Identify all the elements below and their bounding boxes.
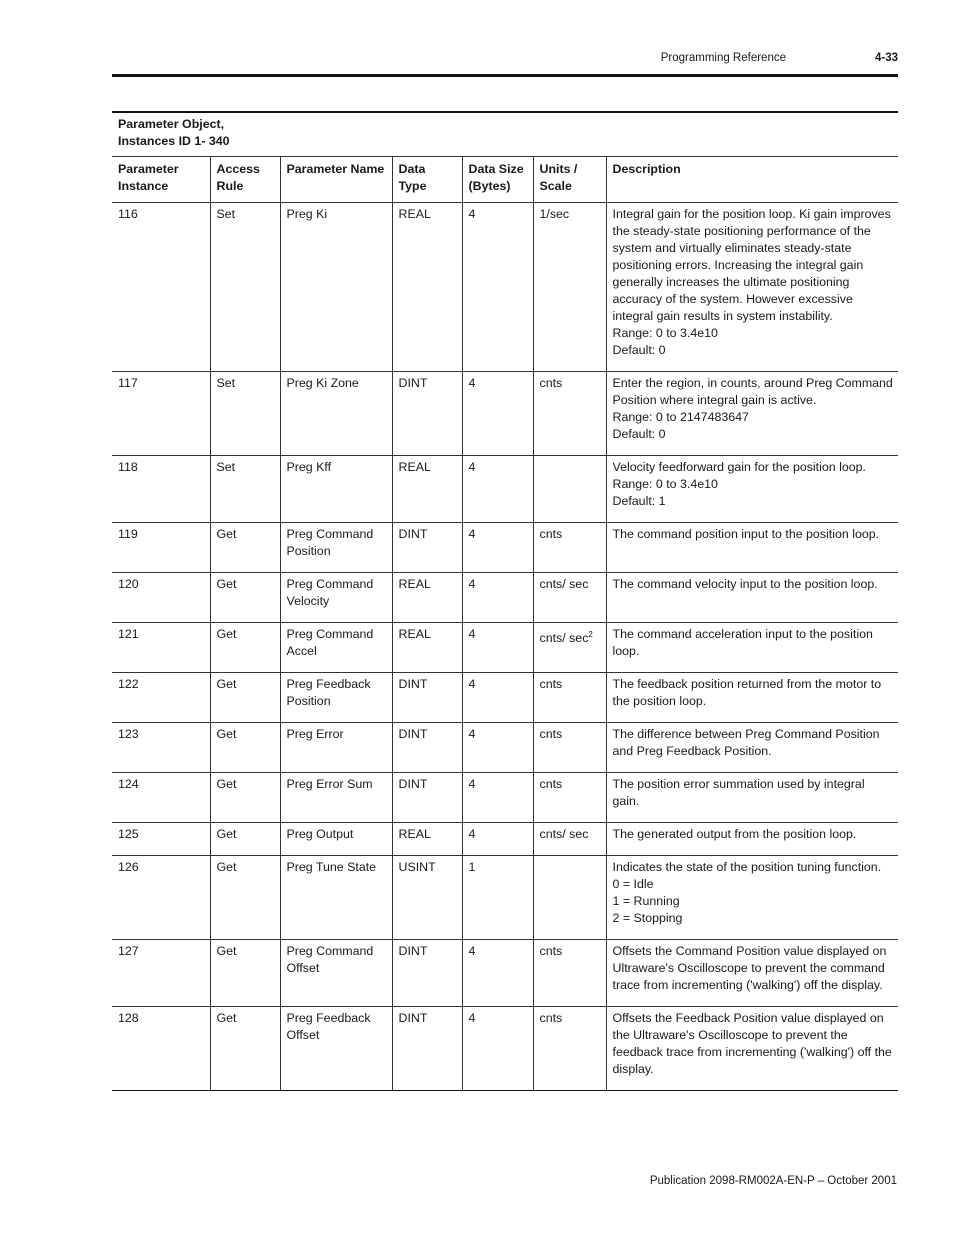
table-row [112, 623, 898, 673]
table-row [112, 1007, 898, 1091]
cell-name-text: Preg Error [286, 727, 344, 741]
cell-type-text: DINT [398, 727, 428, 741]
cell-name-text: Preg Output [286, 827, 354, 841]
cell-instance [112, 856, 210, 940]
cell-instance [112, 523, 210, 573]
description-line: Default: 1 [612, 494, 666, 508]
cell-access [210, 203, 280, 372]
cell-size-text: 4 [468, 827, 476, 841]
cell-units [533, 456, 606, 523]
cell-access-text: Get [216, 777, 237, 791]
description-line: Enter the region, in counts, around Preg Command Position where integral gain is active. [612, 376, 893, 407]
cell-units [533, 203, 606, 372]
cell-access [210, 573, 280, 623]
cell-name [280, 673, 392, 723]
table-caption-line1: Parameter Object, [118, 117, 225, 131]
cell-access-text: Get [216, 1011, 237, 1025]
cell-name [280, 1007, 392, 1091]
cell-type [392, 523, 462, 573]
cell-type [392, 723, 462, 773]
table-row [112, 523, 898, 573]
cell-access-text: Get [216, 727, 237, 741]
cell-units-text: cnts [539, 677, 563, 691]
cell-name [280, 523, 392, 573]
cell-instance-text: 120 [118, 577, 139, 591]
cell-units [533, 823, 606, 856]
cell-instance-text: 118 [118, 460, 138, 474]
cell-description [606, 823, 898, 856]
cell-units-text: cnts [539, 527, 563, 541]
cell-units-text: 1/sec [539, 207, 570, 221]
cell-name-text: Preg Tune State [286, 860, 377, 874]
column-header-name: Parameter Name [280, 157, 392, 203]
column-header-access: Access Rule [210, 157, 280, 203]
cell-access [210, 372, 280, 456]
cell-size [462, 623, 533, 673]
cell-units-text: cnts [539, 944, 563, 958]
table-row [112, 940, 898, 1007]
cell-size [462, 1007, 533, 1091]
cell-size [462, 372, 533, 456]
cell-description [606, 573, 898, 623]
description-line: The command velocity input to the position loop. [612, 577, 878, 591]
cell-access [210, 523, 280, 573]
cell-description [606, 673, 898, 723]
description-line: Integral gain for the position loop. Ki gain improves the steady-state positioning performance of the system and virtually eliminates steady-state positioning errors. Increasing the integral gain generally increases the ultimate positioning accuracy of the system. However excessive integral gain results in system instability. [612, 207, 891, 323]
cell-size [462, 456, 533, 523]
cell-access-text: Get [216, 627, 237, 641]
table-row [112, 673, 898, 723]
cell-size-text: 4 [468, 376, 476, 390]
cell-instance [112, 573, 210, 623]
cell-name-text: Preg Command Position [286, 527, 374, 558]
column-header-description: Description [606, 157, 898, 203]
cell-units [533, 940, 606, 1007]
cell-size-text: 4 [468, 1011, 476, 1025]
cell-type [392, 773, 462, 823]
description-line: Default: 0 [612, 343, 666, 357]
cell-units [533, 856, 606, 940]
cell-description [606, 623, 898, 673]
description-line: Offsets the Feedback Position value displayed on the Ultraware's Oscilloscope to prevent the feedback trace from incrementing ('walking') off the display. [612, 1011, 892, 1076]
description-line: Default: 0 [612, 427, 666, 441]
cell-instance-text: 127 [118, 944, 139, 958]
cell-description [606, 523, 898, 573]
cell-units-text: cnts [539, 1011, 563, 1025]
cell-size-text: 4 [468, 627, 476, 641]
cell-description [606, 856, 898, 940]
cell-size-text: 4 [468, 777, 476, 791]
cell-size [462, 673, 533, 723]
cell-units [533, 372, 606, 456]
cell-units-text: cnts/ sec [539, 577, 589, 591]
cell-access-text: Set [216, 207, 236, 221]
cell-instance [112, 940, 210, 1007]
cell-name-text: Preg Ki Zone [286, 376, 359, 390]
cell-access-text: Set [216, 376, 236, 390]
cell-description [606, 456, 898, 523]
cell-access-text: Get [216, 944, 237, 958]
description-line: Indicates the state of the position tuning function. [612, 860, 882, 874]
cell-type [392, 573, 462, 623]
cell-name-text: Preg Feedback Offset [286, 1011, 371, 1042]
cell-type-text: DINT [398, 944, 428, 958]
cell-size [462, 723, 533, 773]
cell-size-text: 4 [468, 577, 476, 591]
cell-description [606, 1007, 898, 1091]
cell-instance [112, 456, 210, 523]
cell-size-text: 4 [468, 727, 476, 741]
cell-type-text: DINT [398, 677, 428, 691]
cell-instance [112, 823, 210, 856]
description-line: Range: 0 to 3.4e10 [612, 477, 718, 491]
table-row [112, 372, 898, 456]
cell-type [392, 673, 462, 723]
page-number: 4-33 [874, 52, 898, 64]
cell-name-text: Preg Command Accel [286, 627, 374, 658]
cell-access-text: Get [216, 577, 237, 591]
cell-access [210, 723, 280, 773]
parameter-object-table [112, 111, 898, 1091]
cell-name [280, 573, 392, 623]
cell-units-text: cnts/ sec [539, 827, 589, 841]
cell-access [210, 856, 280, 940]
cell-instance [112, 372, 210, 456]
description-line: Range: 0 to 3.4e10 [612, 326, 718, 340]
cell-type-text: REAL [398, 460, 431, 474]
cell-type [392, 1007, 462, 1091]
description-line: Velocity feedforward gain for the position loop. [612, 460, 866, 474]
cell-name [280, 773, 392, 823]
cell-type [392, 203, 462, 372]
cell-size [462, 773, 533, 823]
cell-size-text: 4 [468, 944, 476, 958]
table-row [112, 773, 898, 823]
cell-units [533, 573, 606, 623]
cell-instance-text: 116 [118, 207, 138, 221]
cell-access [210, 623, 280, 673]
cell-instance [112, 203, 210, 372]
cell-type [392, 823, 462, 856]
cell-size [462, 856, 533, 940]
cell-name [280, 856, 392, 940]
cell-name-text: Preg Command Offset [286, 944, 374, 975]
cell-instance [112, 673, 210, 723]
cell-type-text: DINT [398, 777, 428, 791]
cell-name-text: Preg Ki [286, 207, 328, 221]
cell-access-text: Get [216, 677, 237, 691]
cell-access [210, 773, 280, 823]
cell-instance-text: 117 [118, 376, 138, 390]
publication-footer: Publication 2098-RM002A-EN-P – October 2001 [649, 1175, 897, 1187]
cell-size-text: 4 [468, 677, 476, 691]
description-line: 1 = Running [612, 894, 680, 908]
cell-size-text: 1 [468, 860, 476, 874]
cell-type [392, 623, 462, 673]
cell-type-text: DINT [398, 527, 428, 541]
cell-name [280, 203, 392, 372]
cell-description [606, 940, 898, 1007]
cell-instance-text: 125 [118, 827, 139, 841]
cell-size [462, 523, 533, 573]
cell-units [533, 773, 606, 823]
cell-name [280, 940, 392, 1007]
cell-type-text: DINT [398, 376, 428, 390]
cell-size [462, 203, 533, 372]
cell-access [210, 456, 280, 523]
cell-access-text: Get [216, 860, 237, 874]
cell-instance [112, 723, 210, 773]
cell-type [392, 456, 462, 523]
cell-access [210, 673, 280, 723]
cell-type [392, 856, 462, 940]
cell-instance [112, 623, 210, 673]
cell-access [210, 1007, 280, 1091]
cell-instance-text: 128 [118, 1011, 139, 1025]
cell-units [533, 623, 606, 673]
description-line: The feedback position returned from the motor to the position loop. [612, 677, 882, 708]
cell-access [210, 940, 280, 1007]
cell-size-text: 4 [468, 207, 476, 221]
cell-name-text: Preg Feedback Position [286, 677, 371, 708]
description-line: The command position input to the position loop. [612, 527, 880, 541]
cell-type-text: REAL [398, 627, 431, 641]
description-line: The command acceleration input to the position loop. [612, 627, 873, 658]
cell-type-text: REAL [398, 577, 431, 591]
cell-instance-text: 123 [118, 727, 139, 741]
table-caption [112, 112, 898, 157]
header-title: Programming Reference [660, 52, 786, 64]
cell-name-text: Preg Command Velocity [286, 577, 374, 608]
cell-type-text: REAL [398, 827, 431, 841]
cell-size [462, 573, 533, 623]
cell-type-text: USINT [398, 860, 436, 874]
description-line: The difference between Preg Command Position and Preg Feedback Position. [612, 727, 880, 758]
cell-type [392, 372, 462, 456]
description-line: Offsets the Command Position value displayed on Ultraware's Oscilloscope to prevent the command trace from incrementing ('walking') off the display. [612, 944, 887, 992]
cell-size [462, 940, 533, 1007]
cell-size-text: 4 [468, 527, 476, 541]
cell-access-text: Set [216, 460, 236, 474]
table-row [112, 456, 898, 523]
table-row [112, 823, 898, 856]
cell-units-text: cnts [539, 777, 563, 791]
table-caption-line2: Instances ID 1- 340 [118, 134, 230, 148]
description-line: The position error summation used by integral gain. [612, 777, 865, 808]
cell-name [280, 623, 392, 673]
description-line: 0 = Idle [612, 877, 654, 891]
table-row [112, 203, 898, 372]
cell-units [533, 1007, 606, 1091]
cell-description [606, 723, 898, 773]
cell-description [606, 773, 898, 823]
description-line: The generated output from the position loop. [612, 827, 857, 841]
cell-name-text: Preg Kff [286, 460, 332, 474]
table-row [112, 856, 898, 940]
cell-type-text: REAL [398, 207, 431, 221]
cell-access [210, 823, 280, 856]
cell-units-text: cnts [539, 376, 563, 390]
cell-name [280, 823, 392, 856]
table-header-row [112, 157, 898, 203]
cell-units-text: cnts [539, 727, 563, 741]
column-header-type: Data Type [392, 157, 462, 203]
cell-instance-text: 122 [118, 677, 139, 691]
cell-instance-text: 126 [118, 860, 139, 874]
cell-units-text: cnts/ sec [539, 631, 589, 646]
cell-access-text: Get [216, 527, 237, 541]
description-line: Range: 0 to 2147483647 [612, 410, 749, 424]
cell-name-text: Preg Error Sum [286, 777, 373, 791]
cell-size-text: 4 [468, 460, 476, 474]
cell-access-text: Get [216, 827, 237, 841]
units-superscript: 2 [588, 630, 593, 639]
table-row [112, 573, 898, 623]
table-row [112, 723, 898, 773]
cell-description [606, 203, 898, 372]
description-line: 2 = Stopping [612, 911, 683, 925]
cell-type [392, 940, 462, 1007]
table-body [112, 203, 898, 1091]
cell-instance [112, 773, 210, 823]
cell-instance-text: 124 [118, 777, 139, 791]
cell-units [533, 723, 606, 773]
cell-units [533, 673, 606, 723]
cell-instance-text: 121 [118, 627, 139, 641]
page-header [112, 52, 898, 77]
column-header-size: Data Size (Bytes) [462, 157, 533, 203]
cell-type-text: DINT [398, 1011, 428, 1025]
table-caption-row [112, 112, 898, 157]
cell-name [280, 456, 392, 523]
cell-name [280, 723, 392, 773]
cell-size [462, 823, 533, 856]
column-header-units: Units / Scale [533, 157, 606, 203]
cell-instance-text: 119 [118, 527, 138, 541]
cell-name [280, 372, 392, 456]
column-header-instance: Parameter Instance [112, 157, 210, 203]
cell-units [533, 523, 606, 573]
cell-instance [112, 1007, 210, 1091]
cell-description [606, 372, 898, 456]
